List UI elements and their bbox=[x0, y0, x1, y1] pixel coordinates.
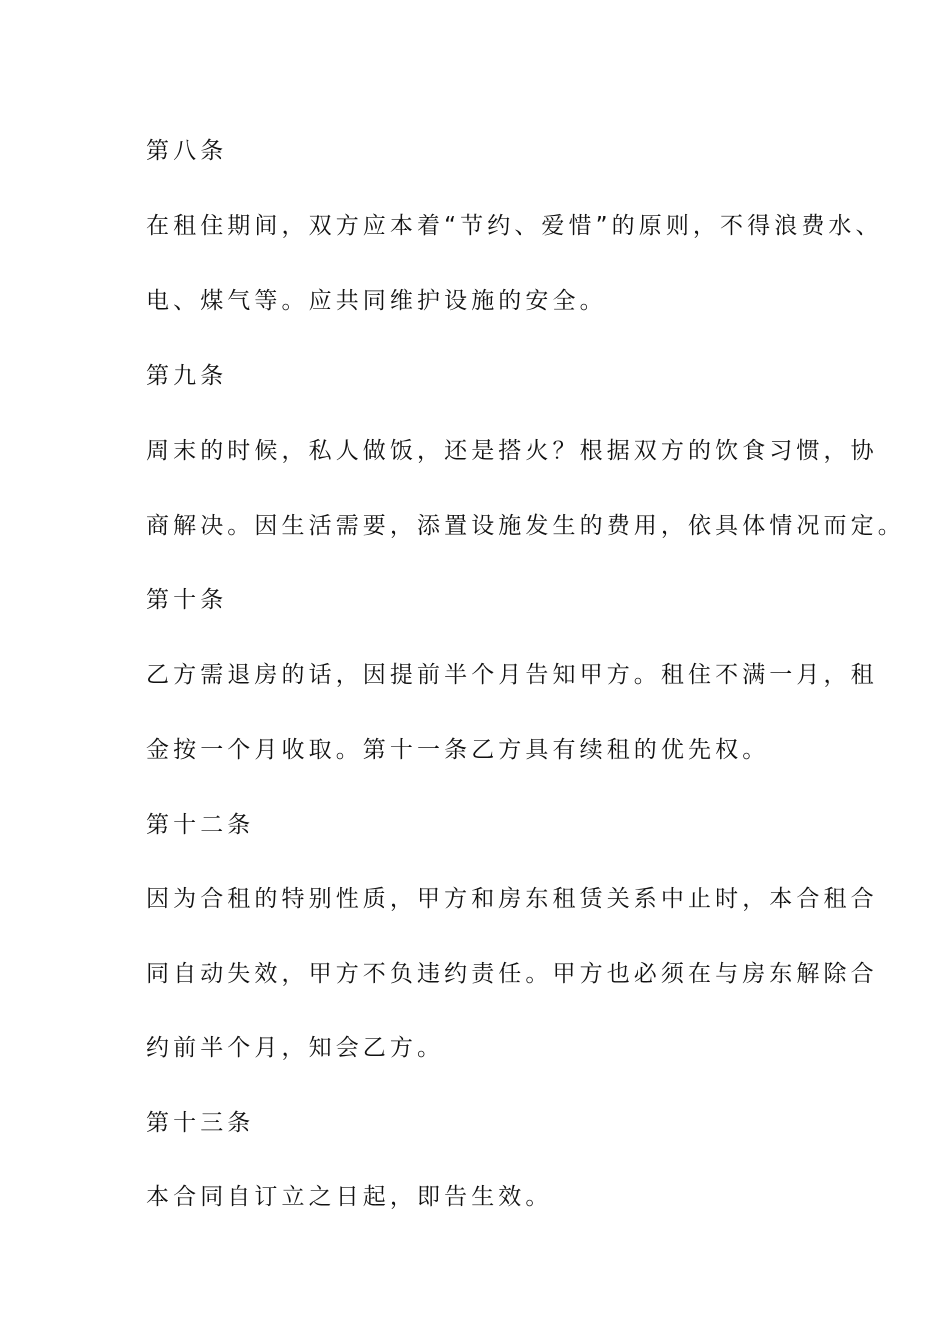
article-12-heading: 第十二条 bbox=[146, 812, 255, 838]
article-9-text-line-1: 周末的时候，私人做饭，还是搭火？根据双方的饮食习惯，协 bbox=[146, 438, 878, 464]
article-13-text-line-1: 本合同自订立之日起，即告生效。 bbox=[146, 1184, 553, 1210]
article-9-heading: 第九条 bbox=[146, 363, 228, 389]
article-8-text-line-1: 在租住期间，双方应本着“节约、爱惜”的原则，不得浪费水、 bbox=[146, 213, 883, 239]
article-8-heading: 第八条 bbox=[146, 138, 228, 164]
article-10-text-line-1: 乙方需退房的话，因提前半个月告知甲方。租住不满一月，租 bbox=[146, 662, 878, 688]
article-10-text-line-2: 金按一个月收取。第十一条乙方具有续租的优先权。 bbox=[146, 737, 770, 763]
article-12-text-line-1: 因为合租的特别性质，甲方和房东租赁关系中止时，本合租合 bbox=[146, 886, 878, 912]
article-13-heading: 第十三条 bbox=[146, 1110, 255, 1136]
article-10-heading: 第十条 bbox=[146, 587, 228, 613]
article-8-text-line-2: 电、煤气等。应共同维护设施的安全。 bbox=[146, 288, 607, 314]
article-9-text-line-2: 商解决。因生活需要，添置设施发生的费用，依具体情况而定。 bbox=[146, 513, 905, 539]
article-12-text-line-2: 同自动失效，甲方不负违约责任。甲方也必须在与房东解除合 bbox=[146, 961, 878, 987]
article-12-text-line-3: 约前半个月，知会乙方。 bbox=[146, 1035, 445, 1061]
